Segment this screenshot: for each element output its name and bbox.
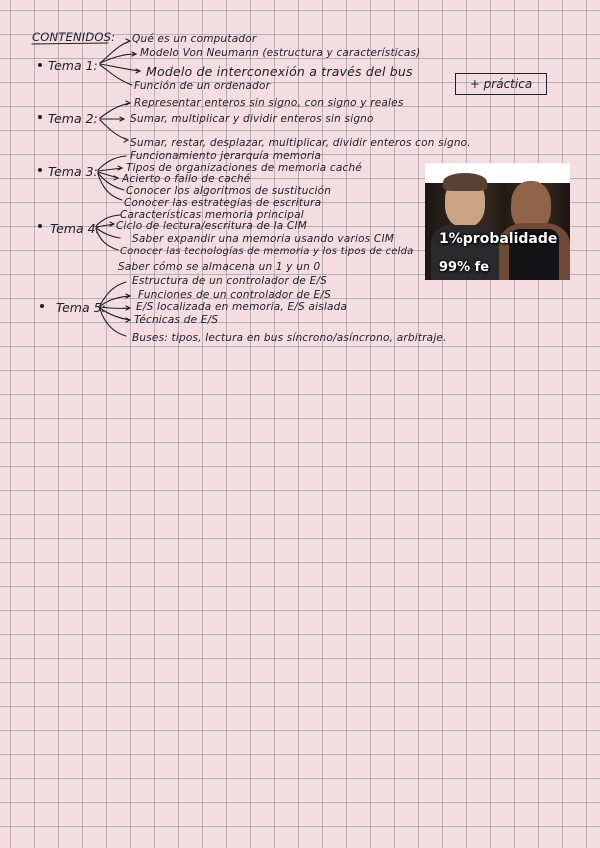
tema-3-label: Tema 3: — [48, 164, 98, 179]
tema-5-label: Tema 5: — [56, 300, 106, 315]
tema-3-item-4: Conocer los algoritmos de sustitución — [126, 185, 332, 197]
tema-4-label: Tema 4: — [50, 221, 100, 236]
tema-2-item-3: Sumar, restar, desplazar, multiplicar, dividir enteros con signo. — [130, 137, 471, 149]
tema-3-item-2: Tipos de organizaciones de memoria caché — [126, 162, 362, 174]
tema-2-label: Tema 2: — [48, 111, 98, 126]
tema-1-item-2: Modelo Von Neumann (estructura y características) — [140, 47, 421, 59]
tema-1-label: Tema 1: — [48, 58, 98, 73]
tema-5-item-5: Buses: tipos, lectura en bus síncrono/asíncrono, arbitraje. — [132, 332, 447, 344]
tema-5-item-3: E/S localizada en memoria, E/S aislada — [136, 301, 348, 313]
tema-4-item-5: Saber cómo se almacena un 1 y un 0 — [118, 261, 321, 273]
page-heading: CONTENIDOS: — [32, 30, 116, 44]
tema-4-item-2: Ciclo de lectura/escritura de la CIM — [116, 220, 308, 232]
tema-2-item-1: Representar enteros sin signo, con signo y reales — [134, 97, 404, 109]
tema-4-item-1: Características memoria principal — [120, 209, 304, 221]
tema-3-item-5: Conocer las estrategias de escritura — [124, 197, 322, 209]
meme-caption-top: 1%probalidade — [439, 231, 558, 247]
tema-5-item-1: Estructura de un controlador de E/S — [132, 275, 328, 287]
tema-1-item-4: Función de un ordenador — [134, 80, 271, 92]
tema-4-item-4: Conocer las tecnologías de memoria y los tipos de celda — [120, 246, 414, 257]
tema-5-item-4: Técnicas de E/S — [134, 314, 219, 326]
tema-3-item-3: Acierto o fallo de caché — [122, 173, 251, 185]
bullet — [38, 115, 42, 119]
meme-caption-bottom: 99% fe — [439, 260, 490, 275]
bullet — [38, 63, 42, 67]
left-hair — [443, 173, 487, 191]
bullet — [40, 304, 44, 308]
tema-1-item-1: Qué es un computador — [132, 33, 257, 45]
meme-image — [425, 163, 570, 280]
tema-4-item-3: Saber expandir una memoria usando varios CIM — [132, 233, 395, 245]
practicas-box: + práctica — [455, 73, 547, 95]
tema-1-item-3: Modelo de interconexión a través del bus — [146, 64, 413, 79]
tema-2-item-2: Sumar, multiplicar y dividir enteros sin signo — [130, 113, 374, 125]
bullet — [38, 224, 42, 228]
bullet — [38, 168, 42, 172]
tema-3-item-1: Funcionamiento jerarquía memoria — [130, 150, 322, 162]
tema-5-item-2: Funciones de un controlador de E/S — [138, 289, 331, 301]
